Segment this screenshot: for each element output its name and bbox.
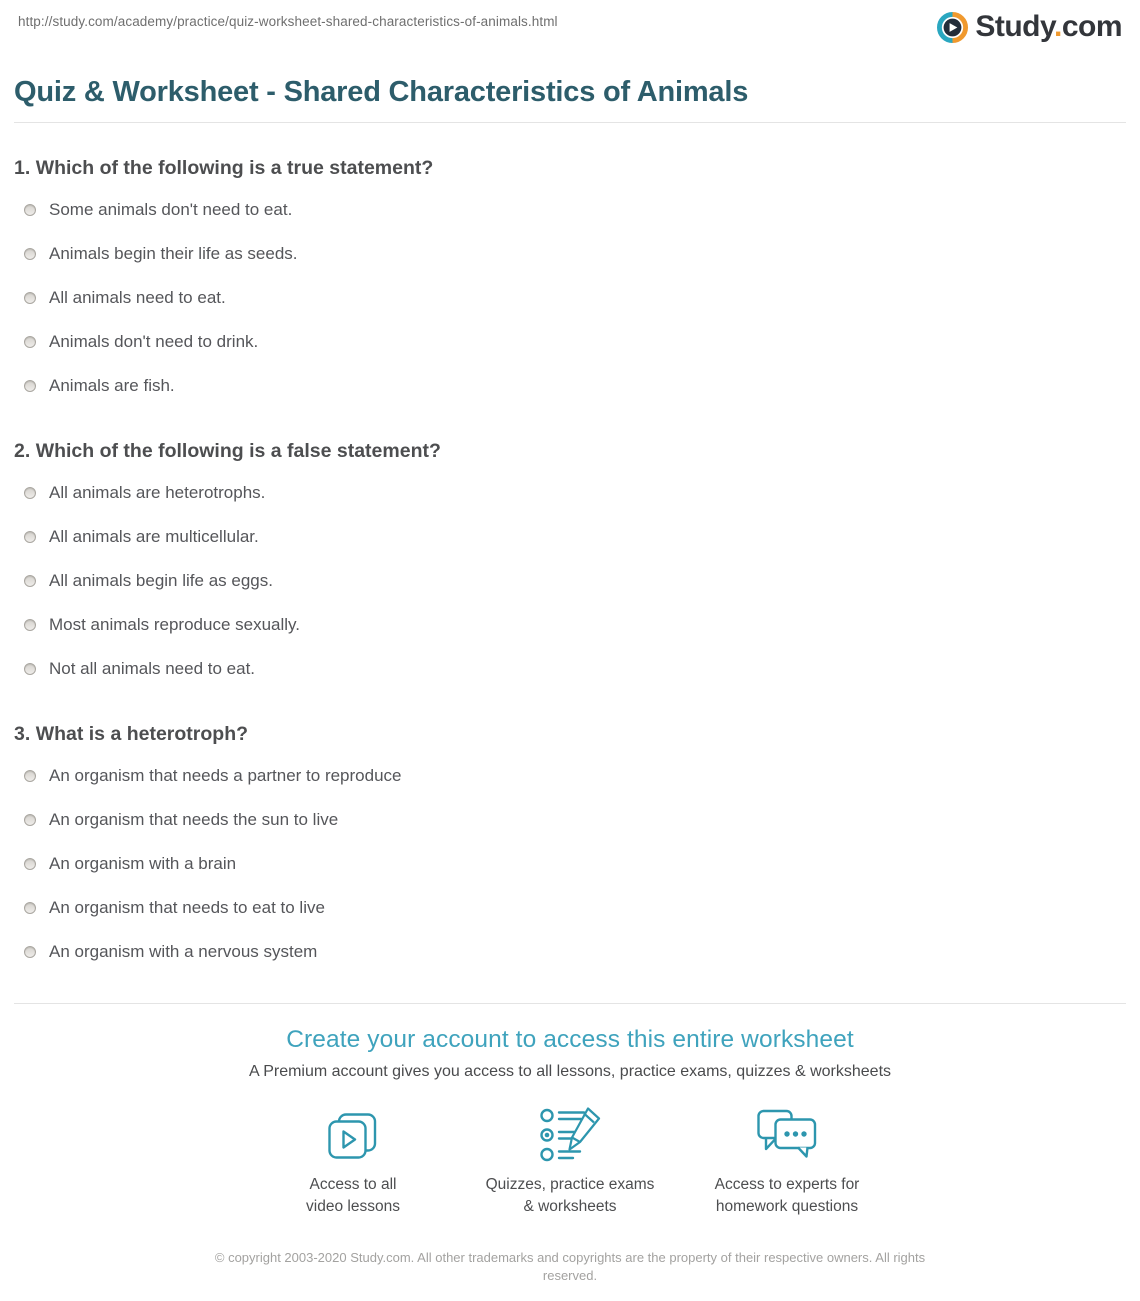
page-title: Quiz & Worksheet - Shared Characteristics of Animals <box>14 76 749 108</box>
radio-button-icon[interactable] <box>24 380 36 392</box>
answer-option-label: All animals are multicellular. <box>49 527 259 546</box>
feature-homework-experts <box>679 1105 896 1218</box>
answer-option[interactable] <box>14 364 1126 408</box>
answer-option-label: An organism with a brain <box>49 854 237 873</box>
radio-button-icon[interactable] <box>24 248 36 260</box>
play-icon <box>937 12 968 43</box>
question-heading: 3. What is a heterotroph? <box>14 723 249 745</box>
quizzes-worksheets-icon <box>539 1105 601 1163</box>
title-divider <box>14 122 1126 123</box>
feature-label: Access to experts for homework questions <box>714 1176 860 1215</box>
radio-button-icon[interactable] <box>24 902 36 914</box>
answer-option-label: All animals begin life as eggs. <box>49 571 273 590</box>
logo-wordmark: Study.com <box>975 10 1122 43</box>
answer-option[interactable] <box>14 603 1126 647</box>
answer-option[interactable] <box>14 188 1126 232</box>
answer-option[interactable] <box>14 842 1126 886</box>
radio-button-icon[interactable] <box>24 531 36 543</box>
options-list <box>14 471 1126 691</box>
answer-option[interactable] <box>14 515 1126 559</box>
answer-option[interactable] <box>14 471 1126 515</box>
question-2 <box>14 440 1126 691</box>
cta-divider <box>14 1003 1126 1004</box>
question-heading: 1. Which of the following is a true statement? <box>14 157 434 179</box>
radio-button-icon[interactable] <box>24 575 36 587</box>
answer-option-label: All animals need to eat. <box>49 288 226 307</box>
answer-option[interactable] <box>14 930 1126 974</box>
question-3 <box>14 723 1126 974</box>
answer-option-label: Animals begin their life as seeds. <box>49 244 298 263</box>
radio-button-icon[interactable] <box>24 487 36 499</box>
radio-button-icon[interactable] <box>24 858 36 870</box>
page-header <box>0 0 1140 52</box>
answer-option-label: Not all animals need to eat. <box>49 659 256 678</box>
answer-option[interactable] <box>14 647 1126 691</box>
feature-quizzes-worksheets <box>462 1105 679 1218</box>
answer-option-label: An organism that needs the sun to live <box>49 810 339 829</box>
quiz-content <box>0 157 1140 974</box>
options-list <box>14 188 1126 408</box>
radio-button-icon[interactable] <box>24 619 36 631</box>
footer-copyright: © copyright 2003-2020 Study.com. All other trademarks and copyrights are the property of their respective owners. All rights reserved. <box>214 1250 926 1283</box>
answer-option-label: An organism with a nervous system <box>49 942 318 961</box>
answer-option-label: Some animals don't need to eat. <box>49 200 293 219</box>
answer-option-label: Most animals reproduce sexually. <box>49 615 301 634</box>
page-url: http://study.com/academy/practice/quiz-worksheet-shared-characteristics-of-animals.html <box>18 14 558 29</box>
create-account-section <box>0 1003 1140 1218</box>
options-list <box>14 754 1126 974</box>
cta-title: Create your account to access this entire worksheet <box>286 1026 854 1053</box>
answer-option[interactable] <box>14 798 1126 842</box>
radio-button-icon[interactable] <box>24 663 36 675</box>
answer-option[interactable] <box>14 754 1126 798</box>
radio-button-icon[interactable] <box>24 814 36 826</box>
video-lessons-icon <box>327 1105 380 1163</box>
feature-list <box>0 1105 1140 1218</box>
answer-option[interactable] <box>14 276 1126 320</box>
feature-label: Access to all video lessons <box>306 1176 400 1215</box>
answer-option[interactable] <box>14 232 1126 276</box>
question-1 <box>14 157 1126 408</box>
answer-option[interactable] <box>14 320 1126 364</box>
radio-button-icon[interactable] <box>24 292 36 304</box>
experts-chat-icon <box>756 1105 818 1163</box>
answer-option-label: An organism that needs to eat to live <box>49 898 325 917</box>
answer-option[interactable] <box>14 559 1126 603</box>
question-heading: 2. Which of the following is a false statement? <box>14 440 441 462</box>
feature-label: Quizzes, practice exams & worksheets <box>485 1176 655 1215</box>
studycom-logo[interactable] <box>937 10 1122 44</box>
radio-button-icon[interactable] <box>24 770 36 782</box>
cta-subtitle: A Premium account gives you access to all lessons, practice exams, quizzes & worksheets <box>248 1063 892 1080</box>
radio-button-icon[interactable] <box>24 204 36 216</box>
answer-option-label: Animals don't need to drink. <box>49 332 259 351</box>
radio-button-icon[interactable] <box>24 336 36 348</box>
feature-video-lessons <box>245 1105 462 1218</box>
radio-button-icon[interactable] <box>24 946 36 958</box>
answer-option-label: Animals are fish. <box>49 376 175 395</box>
answer-option-label: An organism that needs a partner to reproduce <box>49 766 402 785</box>
answer-option[interactable] <box>14 886 1126 930</box>
answer-option-label: All animals are heterotrophs. <box>49 483 266 502</box>
